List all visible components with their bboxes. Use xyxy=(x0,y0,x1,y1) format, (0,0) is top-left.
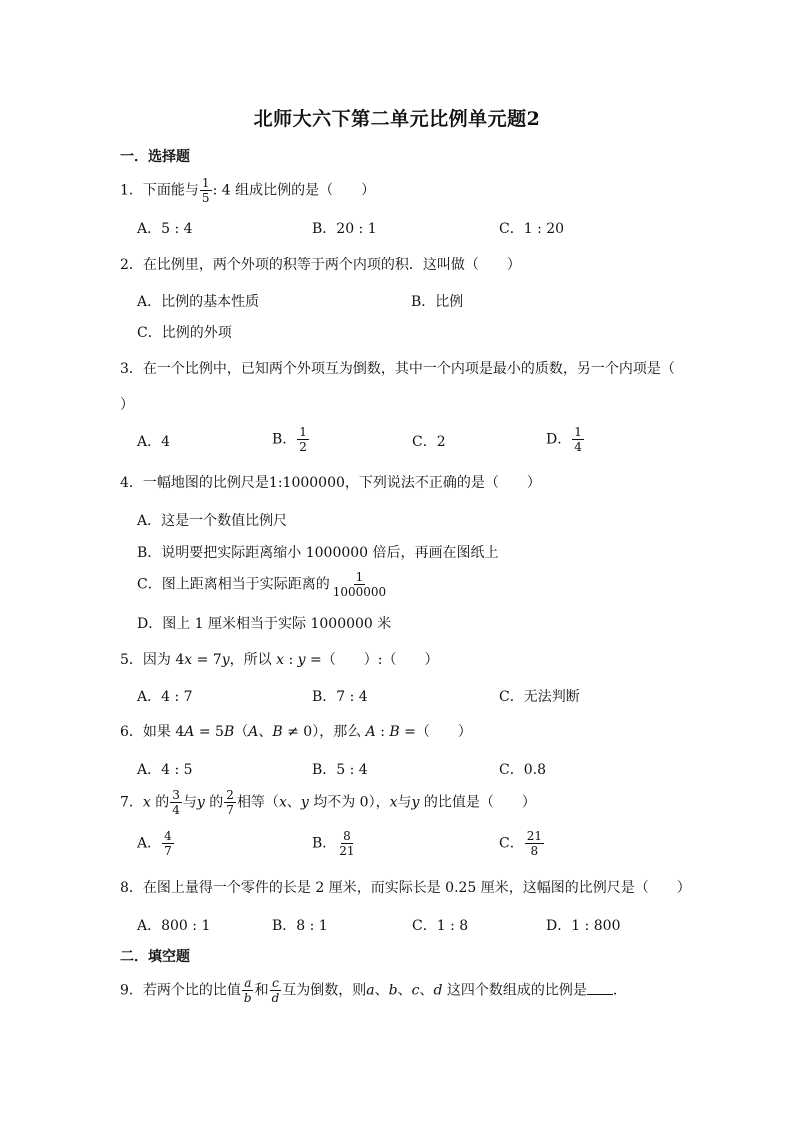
question-text: 5．因为 4 xyxy=(120,652,185,668)
question-text: ≠ 0），那么 xyxy=(282,724,366,740)
fraction xyxy=(337,829,356,858)
question-text: ，所以 xyxy=(229,652,277,668)
q1-option-c[interactable]: C．1 : 20 xyxy=(499,221,565,237)
section-fill-heading: 二．填空题 xyxy=(120,949,190,965)
q3-option-a[interactable]: A．4 xyxy=(137,434,171,450)
q8-option-b[interactable]: B．8 : 1 xyxy=(272,918,328,934)
variable-a: A xyxy=(365,724,376,740)
section-choice-heading: 一．选择题 xyxy=(120,149,190,165)
question-7 xyxy=(120,788,536,817)
q3-option-d[interactable] xyxy=(546,425,585,454)
denominator: 1000000 xyxy=(332,585,387,599)
question-text: : xyxy=(284,652,298,668)
q8-option-c[interactable]: C．1 : 8 xyxy=(412,918,469,934)
variable-a: A xyxy=(248,724,259,740)
question-number: 7． xyxy=(120,794,143,811)
fraction xyxy=(297,425,309,454)
fraction xyxy=(162,829,174,858)
variable-b: b xyxy=(388,982,398,999)
numerator: 4 xyxy=(164,829,172,843)
q5-option-b[interactable]: B．7 : 4 xyxy=(312,689,368,705)
variable-y: y xyxy=(411,794,420,811)
q2-option-b[interactable]: B．比例 xyxy=(411,294,464,310)
q6-option-b[interactable]: B．5 : 4 xyxy=(312,762,368,778)
question-text: = 7 xyxy=(192,652,222,668)
q4-option-a[interactable]: A．这是一个数值比例尺 xyxy=(137,513,288,529)
variable-a: a xyxy=(366,982,375,999)
q4-option-c[interactable] xyxy=(137,570,389,599)
question-2: 2．在比例里，两个外项的积等于两个内项的积．这叫做（ ） xyxy=(120,257,521,273)
numerator: 1 xyxy=(574,425,582,439)
question-text: 的比值是（ ） xyxy=(419,794,536,811)
question-3-continued: ） xyxy=(120,397,134,413)
fraction xyxy=(224,788,236,817)
q7-option-a[interactable] xyxy=(137,829,175,858)
question-text: =（ ）:（ ） xyxy=(305,652,439,668)
q7-option-c[interactable] xyxy=(499,829,545,858)
question-3: 3．在一个比例中，已知两个外项互为倒数，其中一个内项是最小的质数，另一个内项是（ xyxy=(120,361,675,377)
numerator: 1 xyxy=(299,425,307,439)
numerator: 2 xyxy=(226,788,234,802)
numerator: 1 xyxy=(201,176,210,190)
variable-y: y xyxy=(221,652,230,668)
numerator: 3 xyxy=(172,788,180,802)
numerator: 8 xyxy=(343,829,351,843)
fraction xyxy=(572,425,584,454)
q7-option-b[interactable] xyxy=(312,829,358,858)
denominator: 8 xyxy=(530,844,539,858)
fraction xyxy=(242,976,254,1005)
variable-d: d xyxy=(433,982,443,999)
document-title: 北师大六下第二单元比例单元题2 xyxy=(253,108,541,130)
variable-x: x xyxy=(184,652,193,668)
question-text: 这四个数组成的比例是 xyxy=(442,982,587,999)
denominator: 21 xyxy=(339,844,355,858)
q4-option-b[interactable]: B．说明要把实际距离缩小 1000000 倍后，再画在图纸上 xyxy=(137,545,499,561)
denominator: 4 xyxy=(172,803,180,817)
denominator: 4 xyxy=(574,440,582,454)
denominator: 2 xyxy=(299,440,307,454)
question-text: 、 xyxy=(258,724,273,740)
q6-option-a[interactable]: A．4 : 5 xyxy=(137,762,193,778)
variable-a: A xyxy=(184,724,195,740)
q4-option-d[interactable]: D．图上 1 厘米相当于实际 1000000 米 xyxy=(137,616,392,632)
denominator: 5 xyxy=(201,191,210,205)
question-text: 的 xyxy=(150,794,170,811)
question-text: 相等（ xyxy=(236,794,279,811)
variable-x: x xyxy=(142,794,151,811)
variable-x: x xyxy=(389,794,398,811)
option-label: B． xyxy=(312,835,337,852)
numerator: c xyxy=(272,976,279,990)
denominator: b xyxy=(243,991,252,1005)
question-text: 互为倒数，则 xyxy=(282,982,367,999)
q2-option-a[interactable]: A．比例的基本性质 xyxy=(137,294,260,310)
numerator: a xyxy=(244,976,252,990)
answer-blank[interactable] xyxy=(587,982,613,995)
denominator: d xyxy=(271,991,280,1005)
fraction xyxy=(525,829,544,858)
numerator: 1 xyxy=(355,570,364,584)
option-label: C． xyxy=(499,835,524,852)
question-text: 和 xyxy=(254,982,269,999)
variable-x: x xyxy=(276,652,284,668)
denominator: 7 xyxy=(164,844,172,858)
variable-y: y xyxy=(297,652,306,668)
question-text: 与 xyxy=(397,794,412,811)
variable-c: c xyxy=(411,982,420,999)
q6-option-c[interactable]: C．0.8 xyxy=(499,762,546,778)
option-text: C．图上距离相当于实际距离的 xyxy=(137,576,330,593)
question-1 xyxy=(120,176,375,205)
question-4: 4．一幅地图的比例尺是1:1000000，下列说法不正确的是（ ） xyxy=(120,475,541,491)
question-text: = 5 xyxy=(194,724,224,740)
q3-option-b[interactable] xyxy=(272,425,310,454)
variable-y: y xyxy=(196,794,205,811)
question-text: 的 xyxy=(204,794,224,811)
question-text: 、 xyxy=(397,982,412,999)
question-text: 、 xyxy=(374,982,389,999)
option-label: A． xyxy=(137,835,162,852)
question-text: 6．如果 4 xyxy=(120,724,185,740)
variable-x: x xyxy=(278,794,287,811)
q1-option-b[interactable]: B．20 : 1 xyxy=(312,221,377,237)
question-text: 、 xyxy=(419,982,434,999)
variable-b: B xyxy=(272,724,283,740)
question-text: （ xyxy=(234,724,249,740)
question-text: 与 xyxy=(182,794,197,811)
question-text: 均不为 0）， xyxy=(308,794,390,811)
fraction xyxy=(200,176,212,205)
q5-option-c[interactable]: C．无法判断 xyxy=(499,689,580,705)
question-text: 下面能与 xyxy=(142,182,199,199)
variable-y: y xyxy=(300,794,309,811)
option-label: B． xyxy=(272,431,297,448)
question-text: 、 xyxy=(286,794,301,811)
question-9 xyxy=(120,976,617,1005)
question-text: : xyxy=(375,724,390,740)
q3-option-c[interactable]: C．2 xyxy=(412,434,446,450)
question-text: . xyxy=(612,982,618,999)
question-6 xyxy=(120,721,472,741)
q8-option-d[interactable]: D．1 : 800 xyxy=(546,918,621,934)
q2-option-c[interactable]: C．比例的外项 xyxy=(137,325,232,341)
denominator: 7 xyxy=(226,803,234,817)
variable-b: B xyxy=(223,724,235,740)
fraction xyxy=(270,976,282,1005)
q1-option-a[interactable]: A．5 : 4 xyxy=(137,221,193,237)
q8-option-a[interactable]: A．800 : 1 xyxy=(137,918,211,934)
question-8: 8．在图上量得一个零件的长是 2 厘米，而实际长是 0.25 厘米，这幅图的比例尺是（ ） xyxy=(120,880,691,896)
question-number: 1． xyxy=(120,182,143,199)
option-label: D． xyxy=(546,431,572,448)
fraction xyxy=(170,788,182,817)
question-text: : 4 组成比例的是（ ） xyxy=(212,182,376,199)
question-text: 9．若两个比的比值 xyxy=(120,982,241,999)
variable-b: B xyxy=(389,724,400,740)
question-text: =（ ） xyxy=(399,724,472,740)
q5-option-a[interactable]: A．4 : 7 xyxy=(137,689,193,705)
numerator: 21 xyxy=(526,829,542,843)
fraction xyxy=(331,570,388,599)
question-5 xyxy=(120,649,438,669)
